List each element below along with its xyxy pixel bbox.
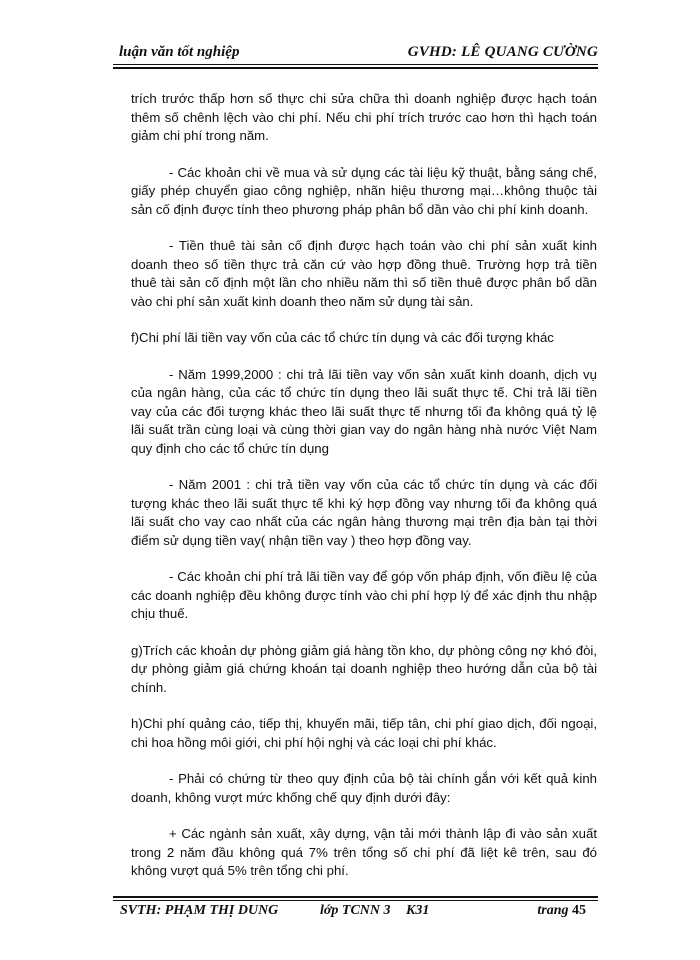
footer-rule-thin [113, 900, 598, 901]
paragraph-2: - Các khoản chi về mua và sử dụng các tài liệu kỹ thuật, bằng sáng chế, giấy phép chuyển giao công nghiệp, nhãn hiệu thương mại…không thuộc tài sản cố định được tính theo phương pháp phân bổ dần vào chi phí kinh doanh. [131, 164, 597, 217]
footer-rule-thick [113, 896, 598, 898]
paragraph-11: + Các ngành sản xuất, xây dựng, vận tải mới thành lập đi vào sản xuất trong 2 năm đầu không quá 7% trên tổng số chi phí đã liệt kê trên, sau đó không vượt quá 5% trên tổng chi phí. [131, 826, 597, 878]
page-footer [120, 903, 590, 923]
paragraph-1: trích trước thấp hơn số thực chi sửa chữa thì doanh nghiệp được hạch toán thêm số chênh lệch vào chi phí. Nếu chi phí trích trước cao hơn thì hạch toán giảm chi phí trong năm. [131, 91, 597, 143]
advisor-name: GVHD: LÊ QUANG CƯỜNG [407, 44, 598, 60]
paragraph-4: f)Chi phí lãi tiền vay vốn của các tổ chức tín dụng và các đối tượng khác [131, 330, 554, 345]
header-rule-thin [113, 64, 598, 65]
paragraph-10: - Phải có chứng từ theo quy định của bộ tài chính gắn với kết quả kinh doanh, không vượt mức khống chế quy định dưới đây: [131, 771, 597, 805]
page-body [131, 90, 597, 899]
page-header [113, 44, 598, 66]
class-name: lớp TCNN 3 [320, 903, 391, 918]
thesis-title: luận văn tốt nghiệp [119, 44, 240, 60]
page-label: trang [537, 903, 569, 918]
paragraph-6: - Năm 2001 : chi trả tiền vay vốn của các tổ chức tín dụng và các đối tượng khác theo lãi suất thực tế khi ký hợp đồng vay nhưng tối đa không quá lãi suất cho vay cao nhất của các ngân hàng thương mại trên địa bàn tại thời điểm sử dụng tiền vay( nhận tiền vay ) theo hợp đồng vay. [131, 477, 597, 548]
course-code: K31 [406, 903, 430, 918]
paragraph-5: - Năm 1999,2000 : chi trả lãi tiền vay vốn sản xuất kinh doanh, dịch vụ của ngân hàng, của các tổ chức tín dụng theo lãi suất thực tế. Chi trả lãi tiền vay của các đối tượng khác theo lãi suất thực tế nhưng tối đa không quá tỷ lệ lãi suất trần cùng loại và cùng thời gian vay do ngân hàng nhà nước Việt Nam quy định cho các tổ chức tín dụng [131, 366, 597, 456]
paragraph-7: - Các khoản chi phí trả lãi tiền vay để góp vốn pháp định, vốn điều lệ của các doanh nghiệp đều không được tính vào chi phí hợp lý để xác định thu nhập chịu thuế. [131, 569, 597, 621]
paragraph-3: - Tiền thuê tài sản cố định được hạch toán vào chi phí sản xuất kinh doanh theo số tiền thực trả căn cứ vào hợp đồng thuê. Trường hợp trả tiền thuê tài sản cố định một lần cho nhiều năm thì số tiền thuê được phân bổ dần vào chi phí sản xuất kinh doanh theo năm sử dụng tài sản. [131, 238, 597, 309]
page-indicator [537, 903, 586, 919]
paragraph-9: h)Chi phí quảng cáo, tiếp thị, khuyến mãi, tiếp tân, chi phí giao dịch, đối ngoại, chi hoa hồng môi giới, chi phí hội nghị và các loại chi phí khác. [131, 716, 597, 750]
header-rule-thick [113, 67, 598, 69]
paragraph-8: g)Trích các khoản dự phòng giảm giá hàng tồn kho, dự phòng công nợ khó đòi, dự phòng giảm giá chứng khoán tại doanh nghiệp theo hướng dẫn của bộ tài chính. [131, 642, 597, 695]
page-number: 45 [572, 903, 586, 918]
student-name: SVTH: PHẠM THỊ DUNG [120, 903, 279, 918]
